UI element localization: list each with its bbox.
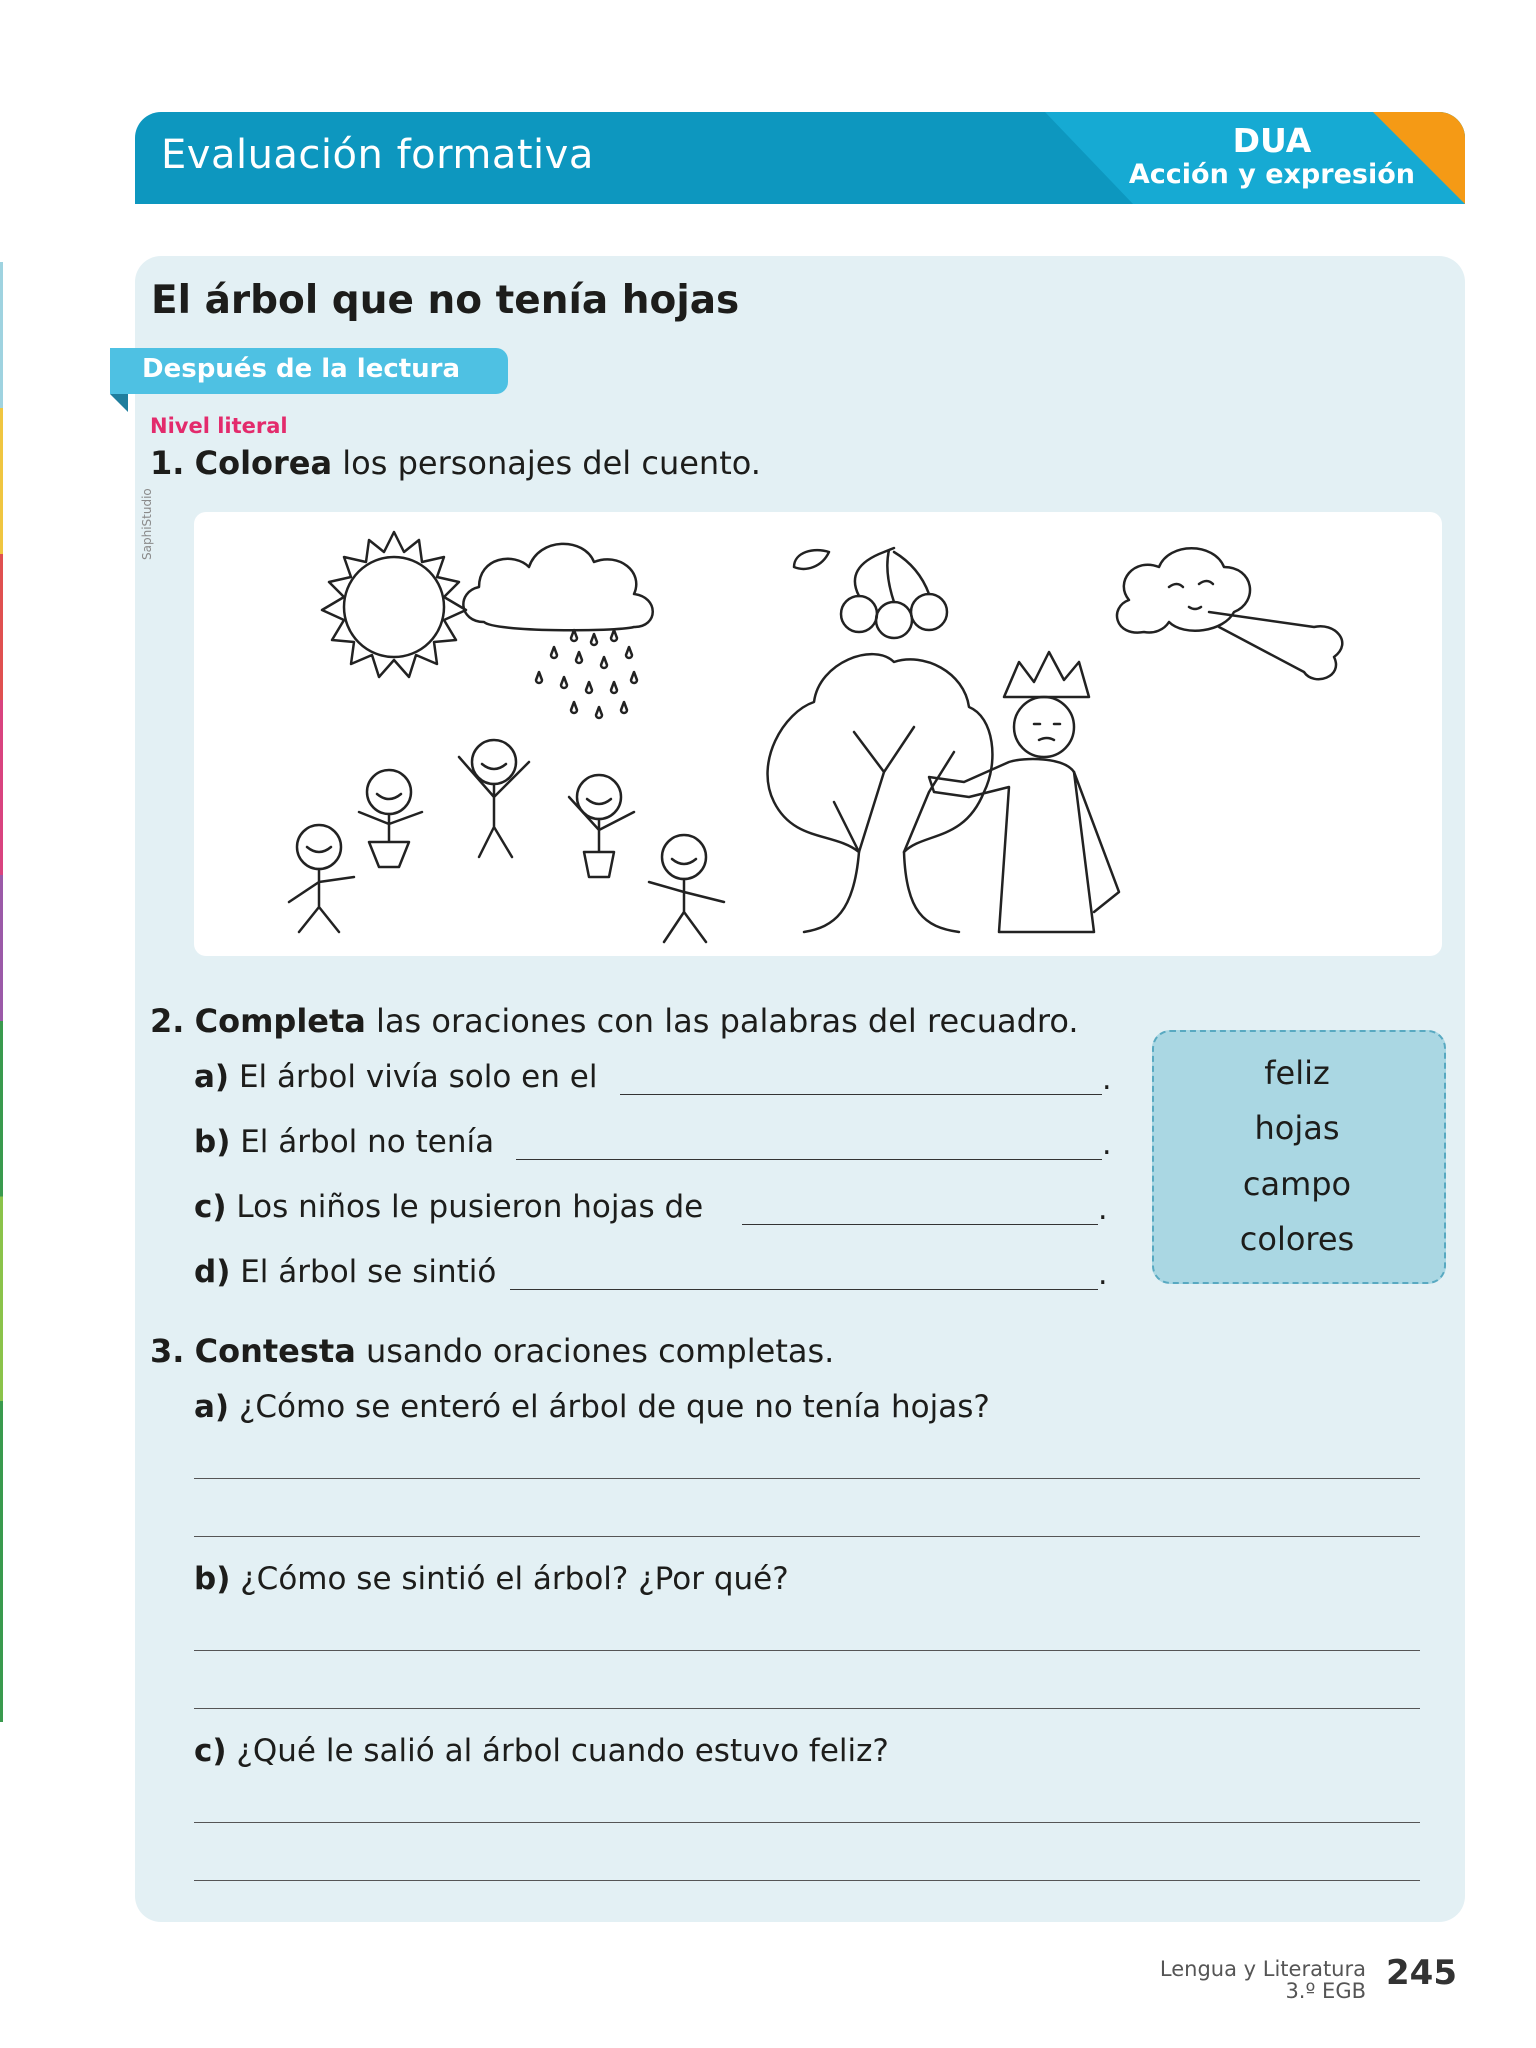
sentence-a — [194, 1059, 597, 1095]
sentence-label: b) — [194, 1124, 231, 1160]
children-drawing — [289, 740, 724, 942]
word-bank-item: colores — [1239, 1220, 1355, 1258]
question-verb: Contesta — [194, 1332, 356, 1370]
question-2 — [150, 1002, 1079, 1040]
rain-cloud-drawing — [463, 544, 652, 718]
footer-grade: 3.º EGB — [1285, 1979, 1366, 2003]
word-bank-item: hojas — [1254, 1109, 1340, 1147]
word-bank-item: campo — [1242, 1165, 1352, 1203]
sentence-label: c) — [194, 1189, 227, 1225]
sentence-end: . — [1102, 1062, 1112, 1097]
question-prompt: ¿Cómo se enteró el árbol de que no tenía hojas? — [238, 1389, 990, 1425]
sentence-d — [194, 1254, 496, 1290]
photo-credit: SaphiStudio — [140, 488, 154, 560]
question-3 — [150, 1332, 834, 1370]
question-1 — [150, 444, 761, 482]
dua-subtitle: Acción y expresión — [1128, 159, 1415, 190]
question-label: b) — [194, 1561, 231, 1597]
sentence-end: . — [1098, 1257, 1108, 1292]
fill-blank-c[interactable] — [742, 1224, 1098, 1225]
sentence-end: . — [1098, 1192, 1108, 1227]
answer-line[interactable] — [194, 1478, 1420, 1479]
footer-subject-name: Lengua y Literatura — [1159, 1957, 1366, 1981]
sentence-text: El árbol vivía solo en el — [238, 1059, 598, 1095]
sentence-text: Los niños le pusieron hojas de — [236, 1189, 704, 1225]
question-verb: Colorea — [194, 444, 333, 482]
sun-drawing — [322, 532, 466, 677]
sentence-label: a) — [194, 1059, 230, 1095]
dua-badge — [1129, 122, 1415, 190]
answer-line[interactable] — [194, 1650, 1420, 1651]
question-3a — [194, 1389, 990, 1425]
word-bank-item: feliz — [1264, 1054, 1330, 1092]
sentence-label: d) — [194, 1254, 231, 1290]
fill-blank-a[interactable] — [620, 1094, 1102, 1095]
sentence-end: . — [1102, 1127, 1112, 1162]
fill-blank-b[interactable] — [516, 1159, 1102, 1160]
answer-line[interactable] — [194, 1708, 1420, 1709]
answer-line[interactable] — [194, 1536, 1420, 1537]
question-3c — [194, 1733, 889, 1769]
dua-label: DUA — [1232, 121, 1312, 160]
question-number: 2. — [150, 1002, 185, 1040]
answer-line[interactable] — [194, 1822, 1420, 1823]
question-prompt: ¿Cómo se sintió el árbol? ¿Por qué? — [240, 1561, 789, 1597]
question-verb: Completa — [194, 1002, 366, 1040]
header-title: Evaluación formativa — [161, 132, 594, 178]
cherries-drawing — [794, 548, 947, 638]
answer-line[interactable] — [194, 1880, 1420, 1881]
section-header — [135, 112, 1465, 204]
question-number: 3. — [150, 1332, 185, 1370]
section-tab-fold — [110, 394, 128, 412]
page-number: 245 — [1386, 1953, 1457, 1993]
question-text: las oraciones con las palabras del recuadro. — [376, 1002, 1079, 1040]
king-drawing — [929, 652, 1119, 932]
sentence-text: El árbol se sintió — [240, 1254, 497, 1290]
page-edge-color-strip — [0, 262, 3, 1722]
wind-cloud-drawing — [1117, 548, 1342, 679]
question-number: 1. — [150, 444, 185, 482]
level-label: Nivel literal — [150, 414, 288, 438]
question-label: a) — [194, 1389, 230, 1425]
story-title: El árbol que no tenía hojas — [151, 278, 740, 323]
characters-image — [194, 512, 1442, 956]
footer-subject — [1160, 1958, 1366, 2002]
section-tab-label: Después de la lectura — [142, 354, 461, 384]
question-prompt: ¿Qué le salió al árbol cuando estuvo feliz? — [236, 1733, 889, 1769]
question-3b — [194, 1561, 789, 1597]
question-label: c) — [194, 1733, 227, 1769]
tree-drawing — [768, 654, 993, 932]
question-text: los personajes del cuento. — [342, 444, 761, 482]
sentence-c — [194, 1189, 703, 1225]
question-text: usando oraciones completas. — [365, 1332, 835, 1370]
fill-blank-d[interactable] — [510, 1289, 1098, 1290]
sentence-b — [194, 1124, 494, 1160]
sentence-text: El árbol no tenía — [240, 1124, 495, 1160]
